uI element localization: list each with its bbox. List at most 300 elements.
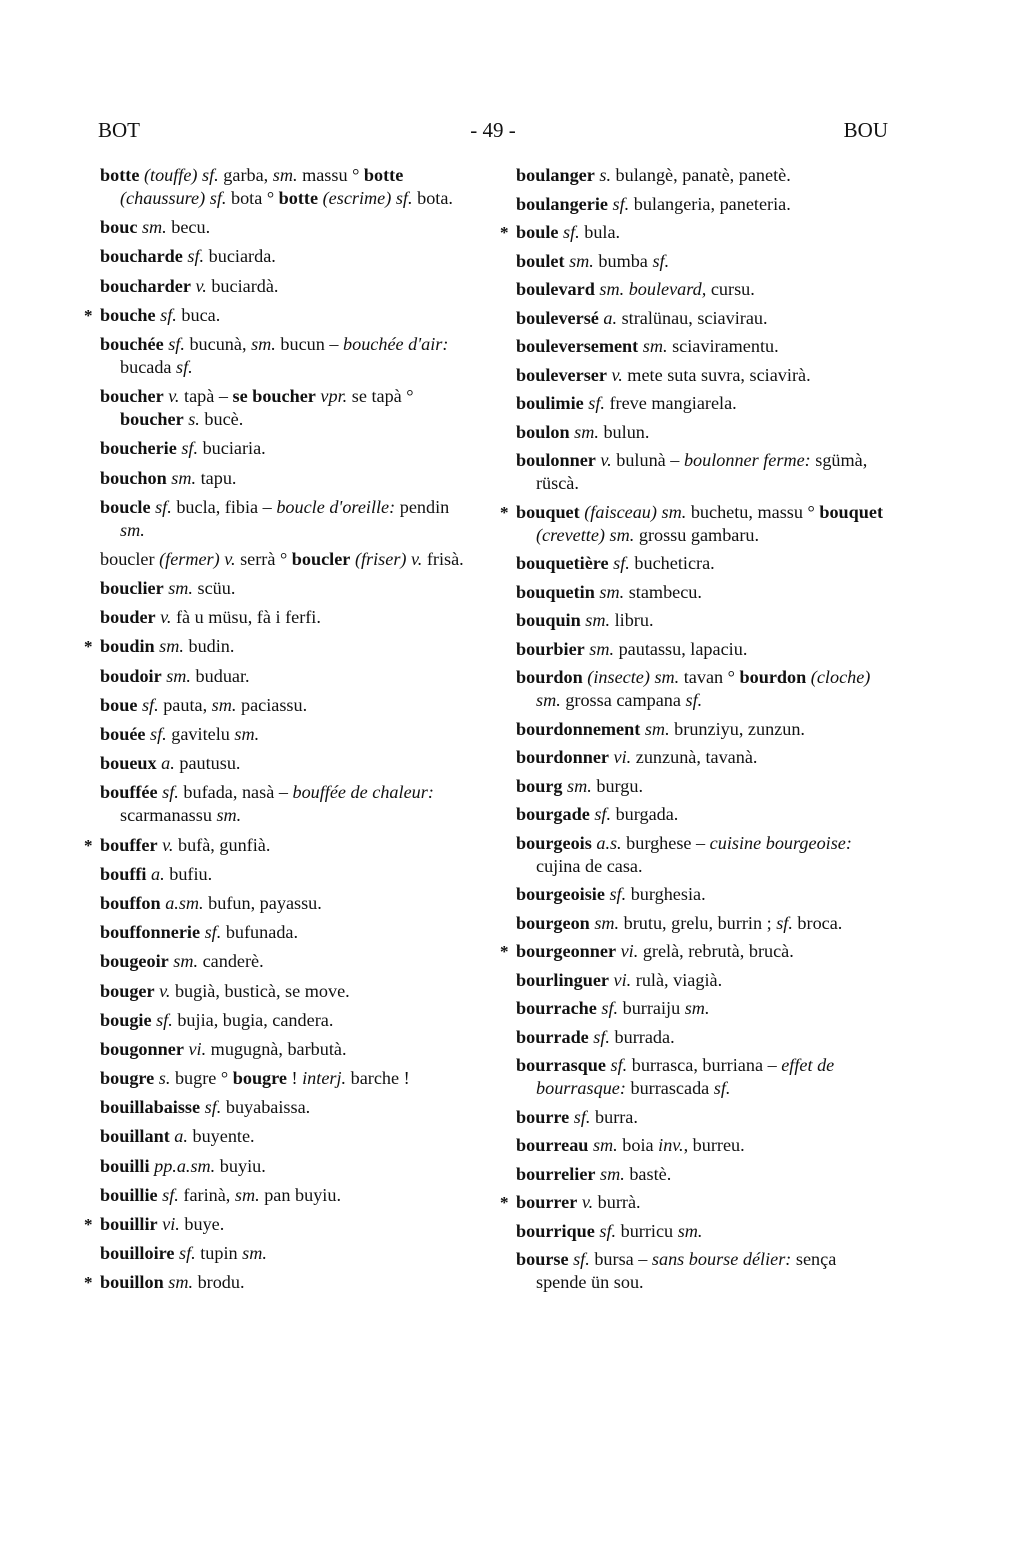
definition-text: bula. xyxy=(579,222,621,242)
definition-text: grossu gambaru. xyxy=(634,524,760,545)
definition-text: se tapà ° xyxy=(347,386,414,407)
headword: bourbier xyxy=(516,638,585,659)
grammar-label: sm. xyxy=(684,998,710,1018)
grammar-label: sm. xyxy=(589,638,615,659)
headword: se boucher xyxy=(232,386,316,407)
grammar-label: sm. xyxy=(242,1243,267,1264)
grammar-label: sm. xyxy=(592,1135,618,1155)
grammar-label: s. xyxy=(158,1068,171,1089)
grammar-label: sf. xyxy=(776,912,793,933)
dictionary-entry xyxy=(516,164,888,187)
headword: bouleversé xyxy=(516,307,599,328)
definition-text: bota ° xyxy=(226,188,279,208)
definition-text: burrà. xyxy=(593,1192,641,1212)
definition-text: bastè. xyxy=(624,1163,672,1184)
grammar-label: sm. xyxy=(661,501,687,522)
dictionary-entry xyxy=(516,250,888,273)
dictionary-entry xyxy=(516,1026,888,1049)
grammar-label: v. xyxy=(224,548,236,569)
definition-text: stambecu. xyxy=(624,581,702,602)
headword: bouquet xyxy=(516,501,580,522)
headword: bourrique xyxy=(516,1220,595,1241)
definition-text: bufun, payassu. xyxy=(203,892,322,913)
definition-text: bufiu. xyxy=(164,863,213,884)
entry-marker-star: * xyxy=(84,305,93,325)
definition-text: burghese – xyxy=(621,832,710,853)
headword: bouclier xyxy=(100,578,164,599)
definition-text: , burreu. xyxy=(683,1135,745,1155)
dictionary-entry xyxy=(100,1125,478,1148)
headword: botte xyxy=(363,165,404,185)
italic-phrase: (insecte) xyxy=(582,667,650,687)
grammar-label: sm. xyxy=(168,578,193,599)
header-left-guide-word: BOT xyxy=(98,118,140,142)
entry-marker-star: * xyxy=(500,223,509,242)
definition-text: bursa – xyxy=(589,1249,652,1269)
definition-text: pautassu, lapaciu. xyxy=(614,638,748,659)
definition-text: tupin xyxy=(195,1243,243,1264)
grammar-label: sf. xyxy=(187,246,205,267)
dictionary-entry xyxy=(84,304,478,327)
headword: bouleversement xyxy=(516,336,639,356)
dictionary-entry xyxy=(516,832,888,878)
dictionary-entry xyxy=(100,216,478,239)
headword: bougre xyxy=(232,1068,287,1089)
grammar-label: sm. xyxy=(567,775,592,796)
grammar-label: sf. xyxy=(181,438,199,459)
definition-text: bota. xyxy=(412,188,453,208)
dictionary-entry xyxy=(84,635,478,658)
grammar-label: v. xyxy=(581,1192,594,1212)
headword: boucher xyxy=(100,386,164,407)
headword: boulonner xyxy=(516,450,596,470)
definition-text: bulun. xyxy=(598,421,650,442)
definition-text: canderè. xyxy=(198,951,264,972)
dictionary-entry xyxy=(84,1271,478,1294)
headword: bouger xyxy=(100,980,155,1001)
grammar-label: sm. xyxy=(609,524,635,545)
headword: bourdon xyxy=(739,667,807,687)
grammar-label: a. xyxy=(603,307,618,328)
dictionary-entry xyxy=(100,950,478,973)
headword: boulevard xyxy=(516,279,595,299)
headword: boulangerie xyxy=(516,193,608,214)
dictionary-entry xyxy=(516,638,888,661)
dictionary-entry xyxy=(100,665,478,688)
grammar-label: interj. xyxy=(302,1068,347,1089)
headword: bouillie xyxy=(100,1184,158,1205)
grammar-label: sm. xyxy=(536,690,561,710)
definition-text: burraiju xyxy=(618,998,685,1018)
grammar-label: v. xyxy=(600,450,612,470)
headword: bouillant xyxy=(100,1126,170,1147)
entry-marker-star: * xyxy=(84,1273,93,1293)
grammar-label: sm. xyxy=(234,724,260,744)
dictionary-entry xyxy=(100,164,478,210)
headword: bouffonnerie xyxy=(100,922,201,943)
definition-text: scüu. xyxy=(192,578,236,599)
definition-text: boucler xyxy=(100,548,160,569)
headword: bouilloire xyxy=(100,1243,175,1264)
definition-text: farinà, xyxy=(178,1184,235,1205)
grammar-label: sf. xyxy=(609,884,627,904)
dictionary-entry xyxy=(516,997,888,1020)
dictionary-entry xyxy=(500,1191,888,1214)
dictionary-entry xyxy=(516,775,888,798)
grammar-label: sm. xyxy=(594,912,620,933)
definition-text: burrada. xyxy=(609,1026,675,1047)
dictionary-entry xyxy=(100,496,478,542)
grammar-label: sf. xyxy=(204,922,222,943)
definition-text: bucun – xyxy=(275,333,344,354)
definition-text: bucla, fibia – xyxy=(171,496,277,517)
grammar-label: pp.a.sm. xyxy=(154,1155,216,1176)
definition-text: sença spende ün sou. xyxy=(536,1249,837,1292)
grammar-label: a. xyxy=(151,863,165,884)
definition-text: bulunà – xyxy=(611,450,684,470)
headword: bouquin xyxy=(516,610,581,630)
definition-text: burrasca, burriana – xyxy=(627,1055,782,1075)
grammar-label: sm. xyxy=(251,333,276,354)
dictionary-entry xyxy=(516,1248,888,1294)
grammar-label: sm. xyxy=(120,519,145,540)
definition-text: burgada. xyxy=(611,804,679,824)
definition-text: sgümà, rüscà. xyxy=(536,450,868,493)
dictionary-entry xyxy=(100,548,478,571)
headword: bouleverser xyxy=(516,364,607,385)
dictionary-entry xyxy=(516,912,888,935)
grammar-label: sf. xyxy=(563,222,580,242)
grammar-label: sm. xyxy=(272,165,298,185)
dictionary-entry xyxy=(100,1009,478,1032)
grammar-label: sf. xyxy=(155,496,172,517)
dictionary-entry xyxy=(84,1213,478,1236)
headword: bouquet xyxy=(819,501,884,522)
headword: boueux xyxy=(100,753,157,774)
headword: bouffon xyxy=(100,892,161,913)
definition-text: bujia, bugia, candera. xyxy=(172,1009,334,1030)
dictionary-entry xyxy=(100,980,478,1003)
grammar-label: sf. xyxy=(176,356,193,377)
headword: bouffer xyxy=(100,834,158,855)
definition-text: bugre ° xyxy=(170,1068,233,1089)
dictionary-entry xyxy=(500,940,888,963)
grammar-label: sf. xyxy=(685,690,703,710)
definition-text: barche ! xyxy=(346,1068,410,1089)
grammar-label: sm. xyxy=(234,1184,260,1205)
grammar-label: a.s. xyxy=(596,832,622,853)
grammar-label: sm. xyxy=(599,581,625,602)
definition-text: tavan ° xyxy=(679,667,740,687)
dictionary-entry xyxy=(100,333,478,379)
dictionary-entry xyxy=(100,781,478,827)
definition-text: becu. xyxy=(166,217,211,238)
dictionary-entry xyxy=(516,883,888,906)
dictionary-entry xyxy=(100,1038,478,1061)
grammar-label: sf. xyxy=(160,304,177,325)
left-column xyxy=(84,164,478,1301)
headword: boucler xyxy=(291,548,351,569)
headword: bourgade xyxy=(516,804,590,824)
definition-text: bufada, nasà – xyxy=(178,782,293,803)
headword: bouillon xyxy=(100,1272,164,1293)
italic-phrase: boulonner ferme: xyxy=(683,450,811,470)
grammar-label: v. xyxy=(159,980,171,1001)
headword: boucharder xyxy=(100,275,191,296)
grammar-label: sm. xyxy=(677,1220,703,1241)
definition-text: serrà ° xyxy=(235,548,292,569)
headword: bouc xyxy=(100,217,138,238)
definition-text: broca. xyxy=(792,912,843,933)
grammar-label: sf. xyxy=(599,1220,617,1241)
italic-phrase: (fermer) xyxy=(159,548,220,569)
grammar-label: sf. xyxy=(613,553,630,573)
headword: bourre xyxy=(516,1106,570,1127)
dictionary-entry xyxy=(516,969,888,992)
headword: botte xyxy=(278,188,319,208)
definition-text: pauta, xyxy=(158,694,212,715)
dictionary-entry xyxy=(100,385,478,431)
dictionary-entry xyxy=(100,467,478,490)
definition-text: zunzunà, tavanà. xyxy=(631,747,758,767)
definition-text: bufunada. xyxy=(221,922,299,943)
definition-text: pautusu. xyxy=(174,753,241,774)
headword: bourdon xyxy=(516,667,583,687)
grammar-label: v. xyxy=(162,834,174,855)
definition-text: bucada xyxy=(120,356,177,377)
entry-marker-star: * xyxy=(84,1215,93,1234)
headword: bouée xyxy=(100,724,146,744)
definition-text: cursu. xyxy=(706,279,755,299)
grammar-label: sf. xyxy=(141,694,159,715)
grammar-label: sf. xyxy=(156,1009,173,1030)
definition-text: bucheticra. xyxy=(629,553,715,573)
italic-phrase: (friser) xyxy=(350,548,407,569)
grammar-label: v. xyxy=(611,364,623,385)
dictionary-entry xyxy=(516,193,888,216)
definition-text: budin. xyxy=(183,636,235,657)
grammar-label: sf. xyxy=(162,782,179,803)
italic-phrase: (escrime) xyxy=(318,188,396,208)
dictionary-entry xyxy=(516,581,888,604)
headword: boucharde xyxy=(100,246,183,267)
dictionary-entry xyxy=(100,245,478,268)
grammar-label: sm. xyxy=(141,217,167,238)
dictionary-entry xyxy=(516,552,888,575)
definition-text: frisà. xyxy=(422,548,464,569)
grammar-label: vi. xyxy=(162,1214,180,1234)
definition-text: bulangeria, paneteria. xyxy=(629,193,791,214)
grammar-label: sf. xyxy=(162,1184,179,1205)
dictionary-entry xyxy=(516,609,888,632)
grammar-label: sm. xyxy=(644,718,670,739)
italic-phrase: cuisine bourgeoise: xyxy=(709,832,852,853)
grammar-label: vi. xyxy=(620,941,639,961)
headword: boudoir xyxy=(100,665,162,686)
headword: bouffée xyxy=(100,782,158,803)
headword: boulet xyxy=(516,250,565,271)
headword: boucher xyxy=(120,409,184,430)
grammar-label: sf. xyxy=(179,1243,196,1264)
dictionary-entry xyxy=(100,863,478,886)
grammar-label: sf. xyxy=(204,1097,222,1118)
definition-text: freve mangiarela. xyxy=(604,393,737,413)
dictionary-entry xyxy=(516,1163,888,1186)
grammar-label: sf. xyxy=(395,188,413,208)
definition-text: mete suta suvra, sciavirà. xyxy=(622,364,811,385)
definition-text: buye. xyxy=(179,1214,225,1234)
dictionary-entry xyxy=(84,834,478,857)
grammar-label: a. xyxy=(161,753,175,774)
definition-text: brodu. xyxy=(193,1272,245,1293)
definition-text: burricu xyxy=(616,1220,678,1241)
italic-phrase: (cloche) xyxy=(806,667,871,687)
definition-text: mugugnà, barbutà. xyxy=(206,1038,347,1059)
italic-phrase: (touffe) xyxy=(139,165,203,185)
headword: bourrache xyxy=(516,998,597,1018)
headword: bourgeon xyxy=(516,912,590,933)
headword: boulon xyxy=(516,421,570,442)
definition-text: bucè. xyxy=(199,409,244,430)
definition-text: burghesia. xyxy=(626,884,706,904)
headword: bourgeonner xyxy=(516,941,617,961)
grammar-label: sf. xyxy=(573,1106,591,1127)
dictionary-entry xyxy=(516,392,888,415)
definition-text: brutu, grelu, burrin ; xyxy=(619,912,777,933)
definition-text: bumba xyxy=(593,250,653,271)
grammar-label: sm. xyxy=(159,636,184,657)
italic-phrase: (chaussure) xyxy=(120,188,210,208)
definition-text: buchetu, massu ° xyxy=(686,501,820,522)
headword: bourlinguer xyxy=(516,969,609,990)
definition-text: boia xyxy=(617,1135,659,1155)
headword: boulanger xyxy=(516,165,595,185)
dictionary-entry xyxy=(516,449,888,495)
definition-text: sciaviramentu. xyxy=(667,336,779,356)
dictionary-entry xyxy=(516,278,888,301)
headword: bouchée xyxy=(100,333,164,354)
header-right-guide-word: BOU xyxy=(843,118,888,142)
headword: bourgeoisie xyxy=(516,884,605,904)
definition-text: massu ° xyxy=(297,165,364,185)
grammar-label: vpr. xyxy=(320,386,348,407)
definition-text: pendin xyxy=(395,496,450,517)
dictionary-entry xyxy=(100,275,478,298)
grammar-label: vi. xyxy=(188,1038,207,1059)
definition-text: rulà, viagià. xyxy=(631,969,723,990)
running-head xyxy=(98,118,888,148)
headword: bourg xyxy=(516,775,563,796)
grammar-label: sm. xyxy=(211,694,237,715)
grammar-label: sm. xyxy=(574,421,599,442)
dictionary-entry xyxy=(516,1054,888,1100)
italic-phrase: boucle d'oreille: xyxy=(276,496,396,517)
definition-text: scarmanassu xyxy=(120,805,217,826)
headword: bouffi xyxy=(100,863,147,884)
headword: boulimie xyxy=(516,393,584,413)
dictionary-entry xyxy=(100,723,478,746)
headword: bourrer xyxy=(516,1192,578,1212)
definition-text: buyente. xyxy=(187,1126,255,1147)
grammar-label: sm. xyxy=(166,665,191,686)
italic-phrase: boulevard, xyxy=(628,279,707,299)
grammar-label: v. xyxy=(411,548,423,569)
definition-text: bulangè, panatè, panetè. xyxy=(611,165,791,185)
dictionary-entry xyxy=(516,307,888,330)
grammar-label: sf. xyxy=(610,1055,628,1075)
grammar-label: s. xyxy=(599,165,611,185)
grammar-label: a. xyxy=(174,1126,188,1147)
grammar-label: sm. xyxy=(585,610,611,630)
definition-text: tapu. xyxy=(196,467,237,488)
italic-phrase: bouchée d'air: xyxy=(343,333,449,354)
grammar-label: vi. xyxy=(613,747,632,767)
definition-text: burgu. xyxy=(591,775,644,796)
page-number: - 49 - xyxy=(470,118,516,142)
headword: bouillir xyxy=(100,1214,158,1234)
headword: boue xyxy=(100,694,138,715)
definition-text: bucunà, xyxy=(184,333,252,354)
headword: bouchon xyxy=(100,467,167,488)
grammar-label: sm. xyxy=(168,1272,194,1293)
grammar-label: sf. xyxy=(168,333,185,354)
italic-phrase: sans bourse délier: xyxy=(651,1249,792,1269)
definition-text: buyiu. xyxy=(215,1155,266,1176)
definition-text: fà u müsu, fà i ferfi. xyxy=(171,607,321,628)
dictionary-entry xyxy=(516,364,888,387)
grammar-label: sm. xyxy=(569,250,594,271)
grammar-label: sf. xyxy=(573,1249,590,1269)
grammar-label: sm. xyxy=(599,279,625,299)
definition-text: burrascada xyxy=(625,1078,714,1098)
headword: bourdonnement xyxy=(516,718,641,739)
headword: boucle xyxy=(100,496,151,517)
dictionary-entry xyxy=(100,921,478,944)
headword: bougie xyxy=(100,1009,152,1030)
dictionary-entry xyxy=(100,892,478,915)
definition-text: bufà, gunfià. xyxy=(173,834,271,855)
entry-marker-star: * xyxy=(84,637,93,657)
definition-text: cujina de casa. xyxy=(536,855,643,876)
dictionary-entry xyxy=(516,803,888,826)
definition-text: grelà, rebrutà, brucà. xyxy=(638,941,794,961)
dictionary-entry xyxy=(516,1134,888,1157)
definition-text: buciaria. xyxy=(198,438,266,459)
dictionary-entry xyxy=(500,221,888,244)
headword: boule xyxy=(516,222,559,242)
dictionary-entry xyxy=(500,501,888,547)
grammar-label: sf. xyxy=(652,250,670,271)
headword: bourse xyxy=(516,1249,569,1269)
definition-text: ! xyxy=(286,1068,303,1089)
definition-text: garba, xyxy=(218,165,273,185)
definition-text: burra. xyxy=(590,1106,638,1127)
definition-text: libru. xyxy=(610,610,654,630)
italic-phrase: (faisceau) xyxy=(579,501,657,522)
entry-marker-star: * xyxy=(84,835,93,855)
grammar-label: sm. xyxy=(654,667,680,687)
dictionary-entry xyxy=(100,1096,478,1119)
grammar-label: sf. xyxy=(593,1026,610,1047)
entry-marker-star: * xyxy=(500,1193,509,1212)
definition-text: buca. xyxy=(176,304,221,325)
grammar-label: vi. xyxy=(613,969,632,990)
definition-text: buyabaissa. xyxy=(221,1097,311,1118)
definition-text: brunziyu, zunzun. xyxy=(669,718,805,739)
grammar-label: v. xyxy=(168,386,180,407)
definition-text: buduar. xyxy=(190,665,250,686)
dictionary-entry xyxy=(516,666,888,712)
